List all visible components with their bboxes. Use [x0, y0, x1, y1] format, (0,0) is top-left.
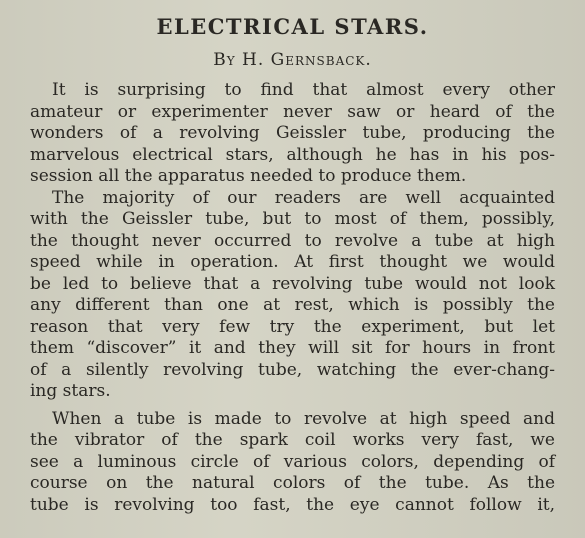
- article-title: ELECTRICAL STARS.: [156, 14, 429, 39]
- text-line: with the Geissler tube, but to most of them, possibly,: [30, 209, 555, 229]
- text-line: them “discover” it and they will sit for hours in front: [30, 338, 555, 358]
- text-line: wonders of a revolving Geissler tube, producing the: [30, 123, 555, 143]
- text-line: When a tube is made to revolve at high speed and: [52, 408, 555, 429]
- paragraph-3: [30, 409, 555, 517]
- article-body: [30, 80, 555, 516]
- text-line: It is surprising to find that almost every other: [52, 80, 555, 100]
- text-line: reason that very few try the experiment, but let: [30, 316, 555, 337]
- text-line: speed while in operation. At first thought we would: [30, 252, 555, 272]
- text-line: be led to believe that a revolving tube would not look: [30, 273, 555, 294]
- text-line: The majority of our readers are well acquainted: [52, 187, 555, 208]
- text-line: amateur or experimenter never saw or heard of the: [30, 101, 555, 122]
- text-line: the vibrator of the spark coil works very fast, we: [30, 430, 555, 450]
- text-line: the thought never occurred to revolve a tube at high: [30, 230, 555, 251]
- text-line: session all the apparatus needed to produce them.: [30, 166, 467, 186]
- text-line: of a silently revolving tube, watching the ever-chang-: [30, 359, 555, 380]
- text-line: tube is revolving too fast, the eye cannot follow it,: [30, 494, 555, 515]
- paragraph-2: [30, 188, 555, 403]
- text-line: see a luminous circle of various colors, depending of: [30, 451, 555, 472]
- text-line: ing stars.: [30, 381, 111, 401]
- text-line: marvelous electrical stars, although he has in his pos-: [30, 144, 555, 165]
- text-line: any different than one at rest, which is possibly the: [30, 295, 555, 315]
- paragraph-1: [30, 80, 555, 188]
- article-byline: By H. Gernsback.: [213, 50, 372, 70]
- text-line: course on the natural colors of the tube. As the: [30, 473, 555, 493]
